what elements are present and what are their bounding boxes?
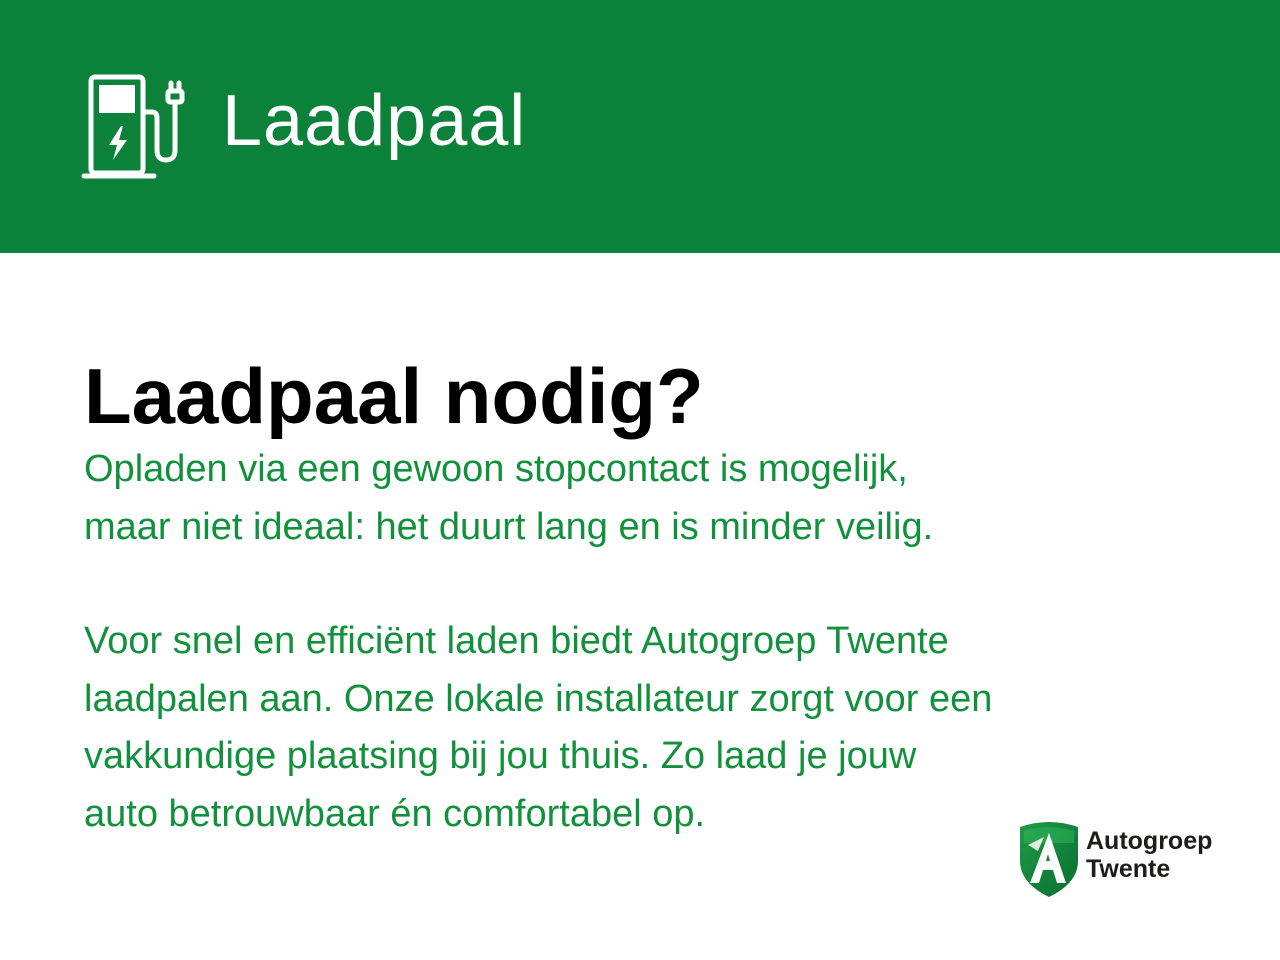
autogroep-twente-shield-logo: [1016, 817, 1082, 899]
logo-text: [1086, 827, 1212, 883]
banner-title: Laadpaal: [222, 81, 527, 161]
company-logo: [1012, 815, 1252, 905]
offer-line-3: vakkundige plaatsing bij jou thuis. Zo laad je jouw: [84, 735, 917, 777]
header-banner: [0, 0, 1280, 253]
offer-line-1: Voor snel en efficiënt laden biedt Autogroep Twente: [84, 620, 949, 662]
offer-line-4: auto betrouwbaar én comfortabel op.: [84, 792, 706, 835]
logo-text-line-2: Twente: [1086, 855, 1171, 883]
logo-text-line-1: Autogroep: [1086, 827, 1213, 855]
intro-line-1: Opladen via een gewoon stopcontact is mogelijk,: [84, 448, 908, 490]
page-heading: Laadpaal nodig?: [84, 352, 704, 440]
ev-charging-station-icon: [80, 70, 190, 185]
offer-paragraph: [84, 613, 992, 843]
offer-line-2: laadpalen aan. Onze lokale installateur zorgt voor een: [84, 677, 993, 720]
intro-line-2: maar niet ideaal: het duurt lang en is minder veilig.: [84, 505, 934, 548]
intro-paragraph: [84, 441, 933, 556]
